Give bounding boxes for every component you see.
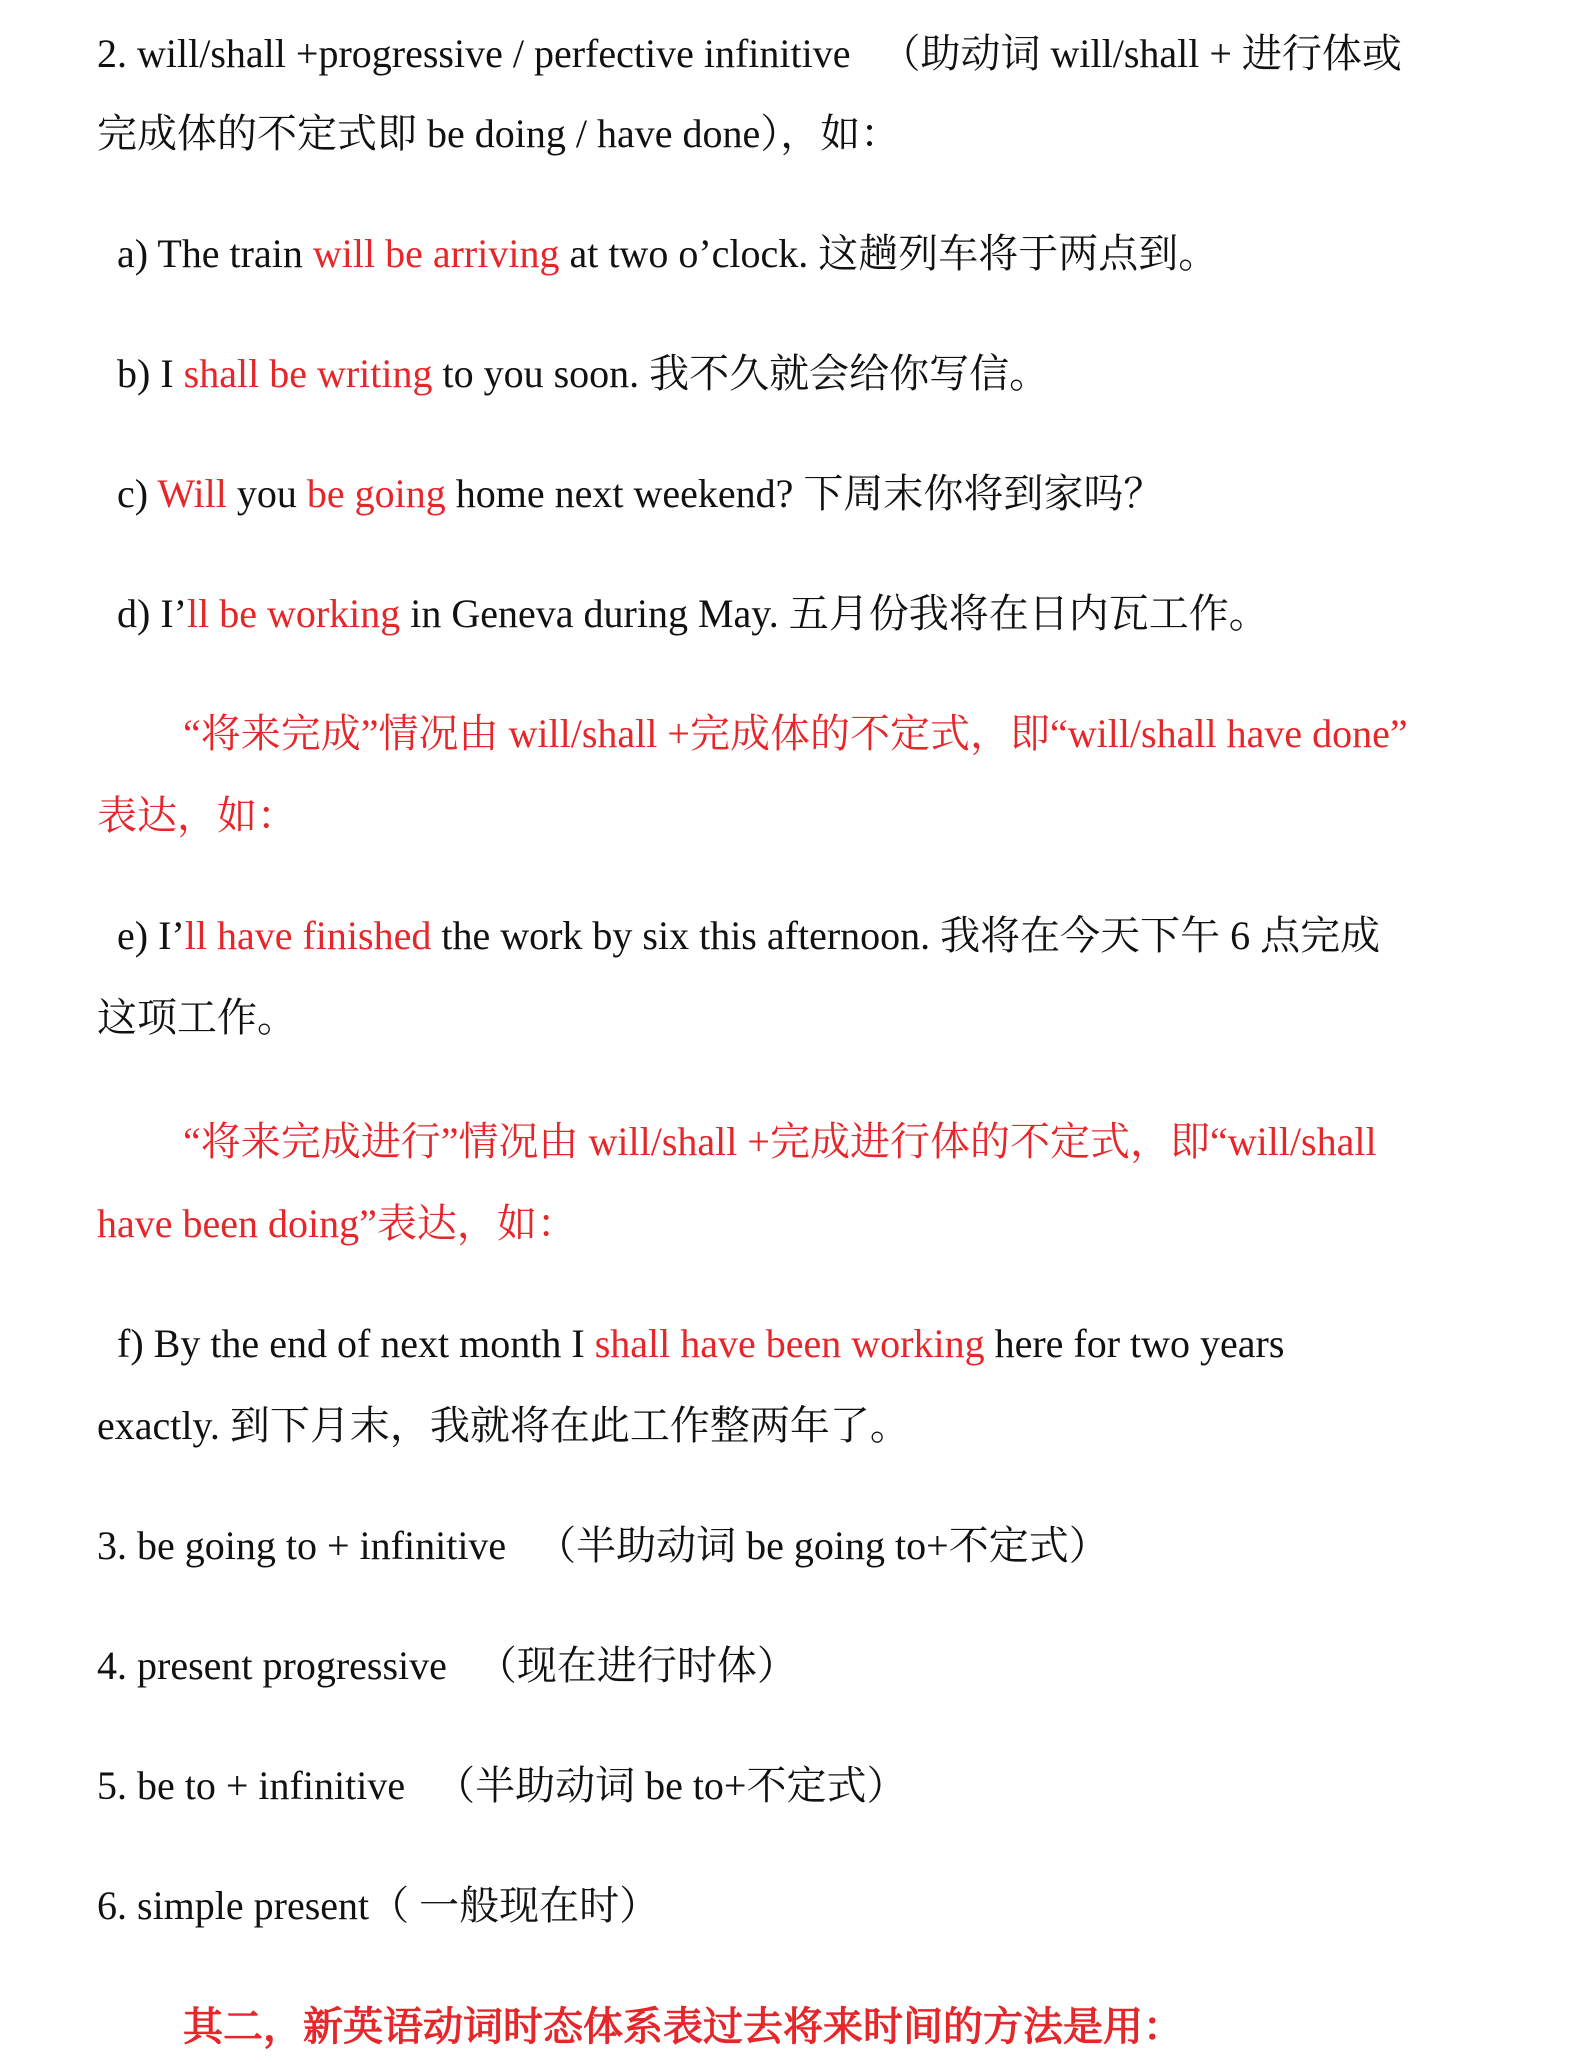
example-f-post: here for two years (984, 1321, 1285, 1366)
example-b-pre: b) I (117, 351, 184, 396)
future-perfect-note-line-1: “将来完成”情况由 will/shall +完成体的不定式，即“will/shall have done” (183, 711, 1408, 756)
example-d (117, 590, 1269, 638)
example-a-pre: a) The train (117, 231, 313, 276)
future-perfect-progressive-note-line-1: “将来完成进行”情况由 will/shall +完成进行体的不定式，即“will/shall (183, 1119, 1377, 1164)
item-4: 4. present progressive （现在进行时体） (97, 1643, 797, 1688)
example-a-highlight: will be arriving (312, 231, 560, 276)
example-c-post: home next weekend? 下周末你将到家吗？ (445, 471, 1164, 516)
example-d-highlight: ll be working (186, 591, 401, 636)
item-2-line-1: 2. will/shall +progressive / perfective infinitive （助动词 will/shall + 进行体或 (97, 31, 1402, 76)
example-b-post: to you soon. 我不久就会给你写信。 (432, 351, 1050, 396)
item-3: 3. be going to + infinitive （半助动词 be going to+不定式） (97, 1523, 1109, 1568)
example-f-pre: f) By the end of next month I (117, 1321, 595, 1366)
example-c-highlight-2: be going (306, 471, 446, 516)
item-2-line-2: 完成体的不定式即 be doing / have done），如： (97, 111, 901, 156)
future-perfect-note-line-2: 表达，如： (97, 793, 297, 838)
example-d-pre: d) I’ (117, 591, 187, 636)
item-6: 6. simple present（ 一般现在时） (97, 1883, 660, 1928)
example-b (117, 350, 1049, 398)
example-f-line-2: exactly. 到下月末，我就将在此工作整两年了。 (97, 1403, 910, 1448)
future-perfect-progressive-note-line-2: have been doing”表达，如： (97, 1201, 577, 1246)
item-5: 5. be to + infinitive （半助动词 be to+不定式） (97, 1763, 907, 1808)
example-d-post: in Geneva during May. 五月份我将在日内瓦工作。 (400, 591, 1269, 636)
example-c-mid: you (226, 471, 307, 516)
example-a (117, 230, 1218, 278)
example-f-highlight: shall have been working (594, 1321, 985, 1366)
example-c-highlight-1: Will (157, 471, 227, 516)
example-e-post: the work by six this afternoon. 我将在今天下午 6 点完成 (431, 913, 1381, 958)
example-c (117, 470, 1163, 518)
example-e-highlight: ll have finished (184, 913, 432, 958)
example-e-pre: e) I’ (117, 913, 185, 958)
example-f (117, 1320, 1284, 1368)
example-e (117, 912, 1380, 960)
section-heading: 其二，新英语动词时态体系表过去将来时间的方法是用： (183, 2004, 1183, 2049)
example-e-line-2: 这项工作。 (97, 995, 297, 1040)
example-a-post: at two o’clock. 这趟列车将于两点到。 (559, 231, 1219, 276)
example-b-highlight: shall be writing (183, 351, 433, 396)
example-c-pre: c) (117, 471, 158, 516)
